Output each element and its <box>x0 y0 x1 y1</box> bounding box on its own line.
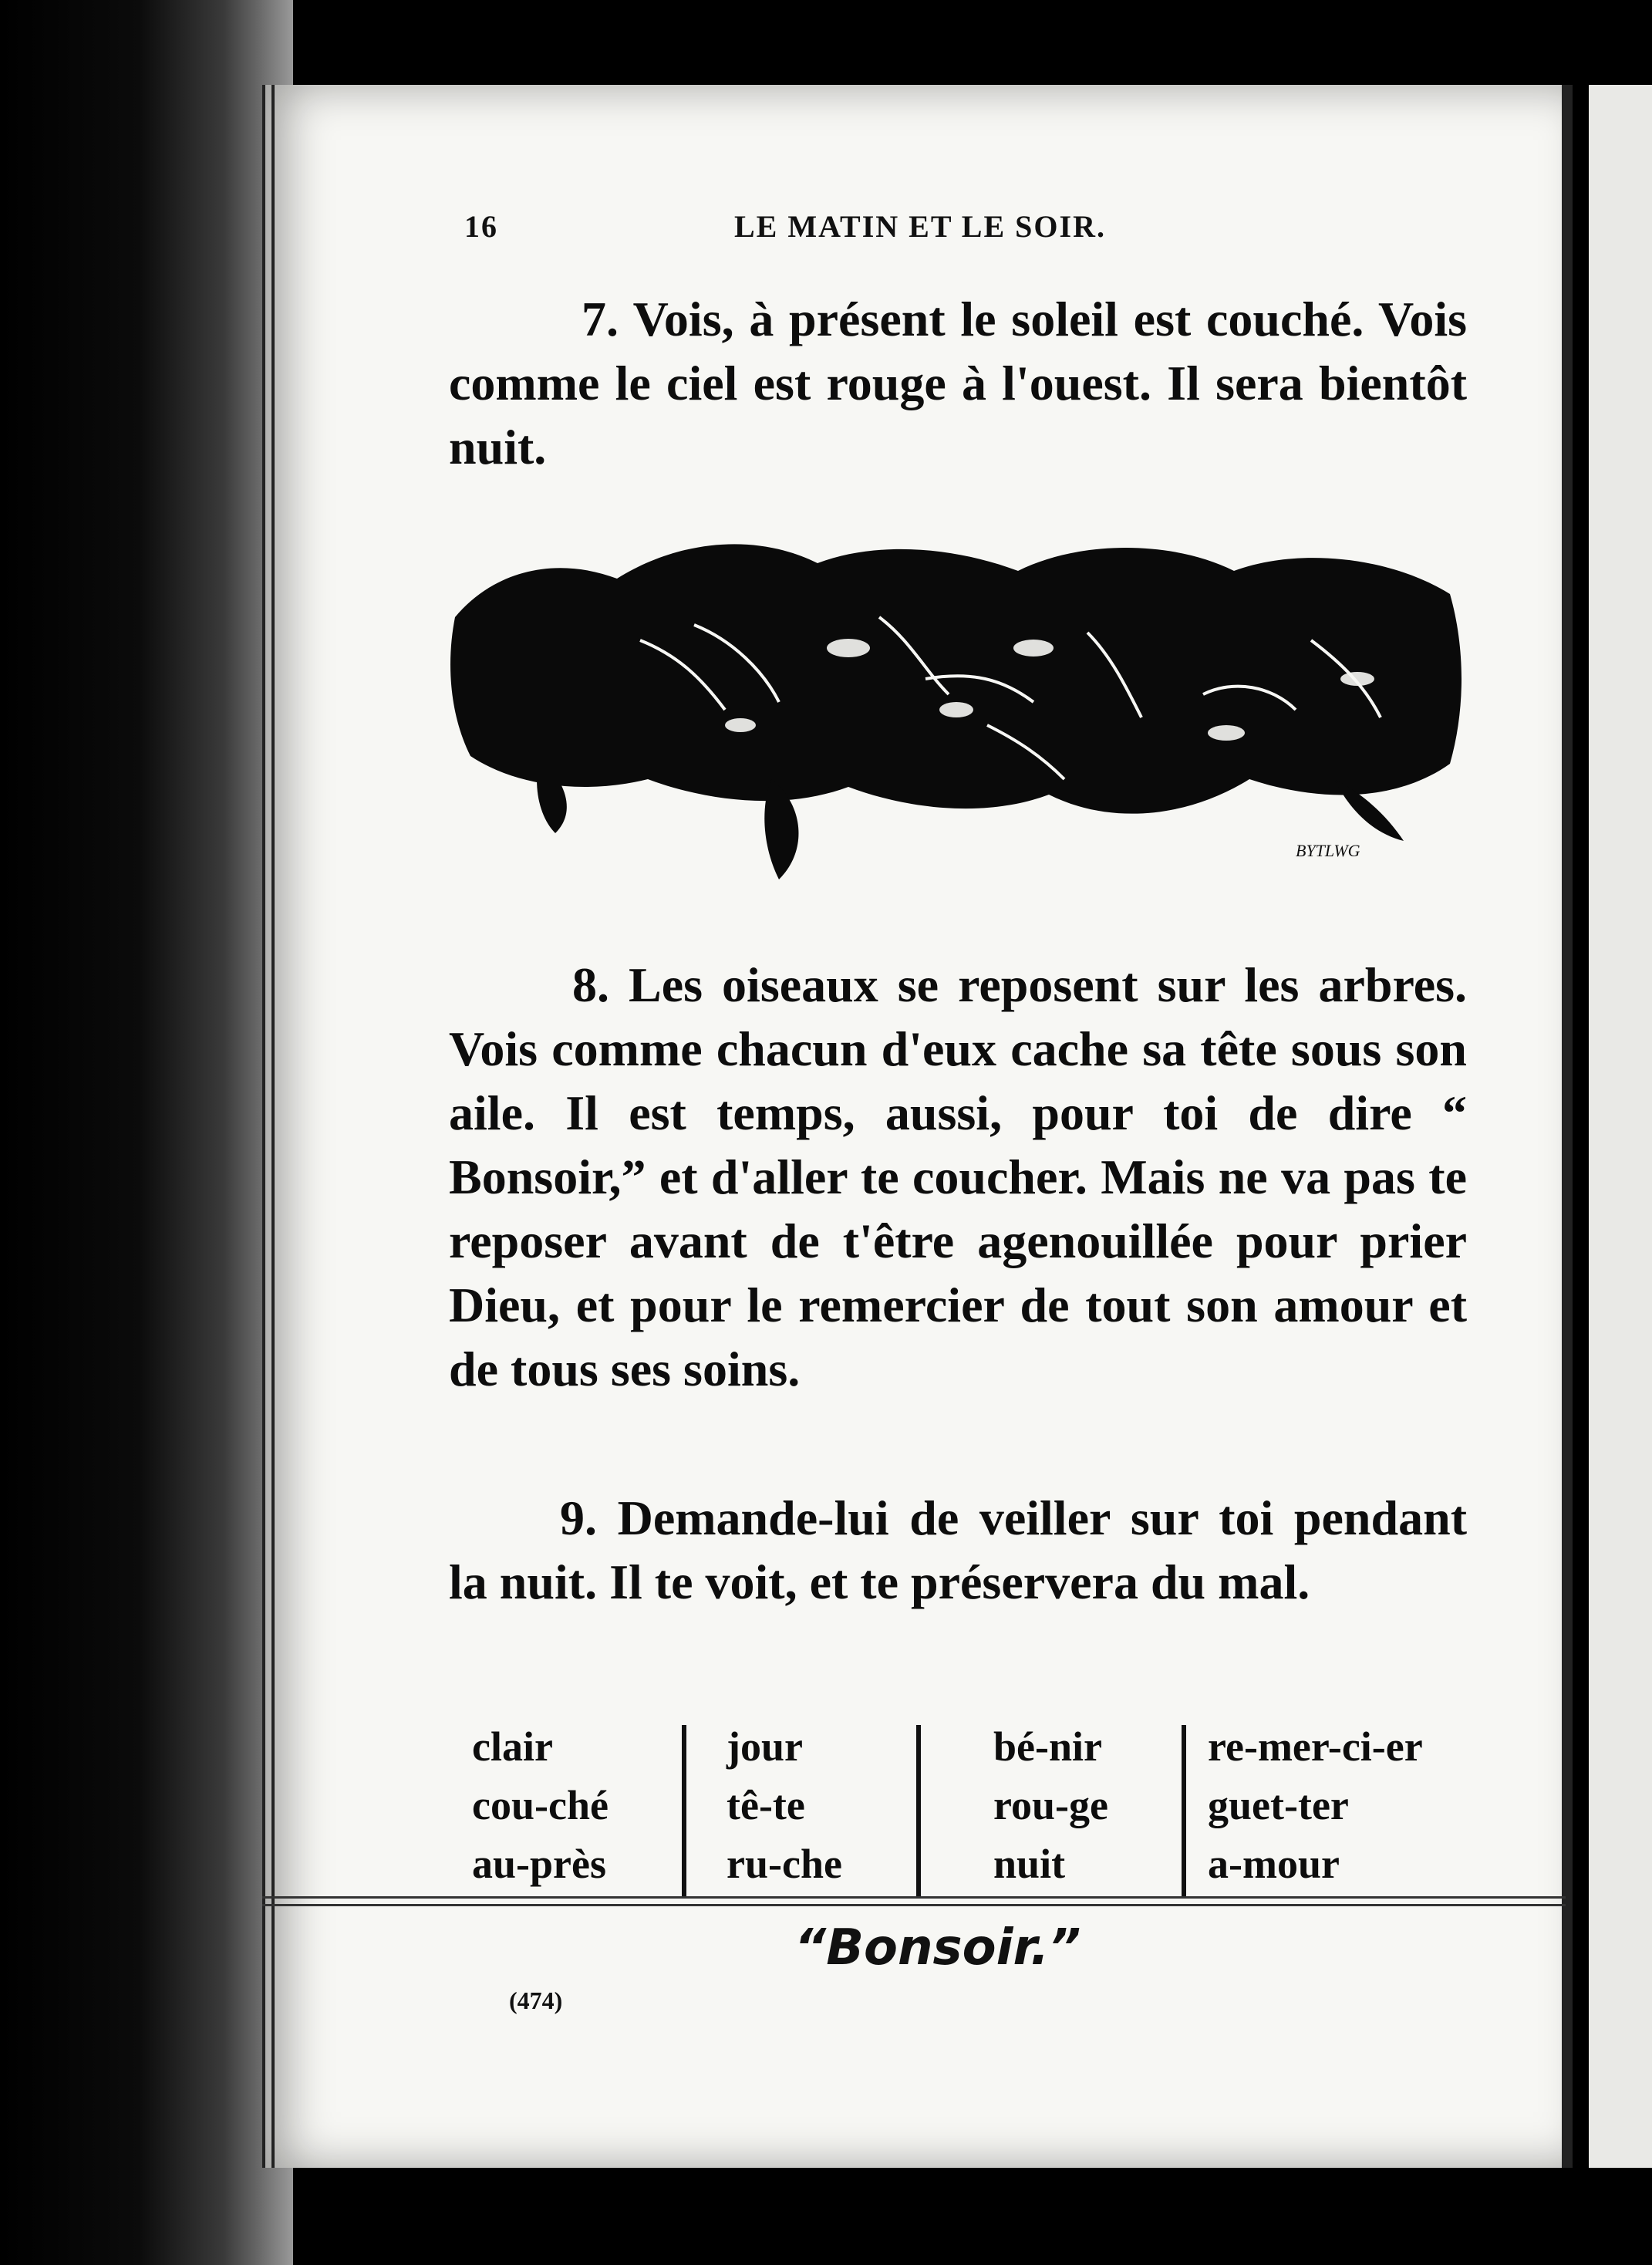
page-number: 16 <box>464 209 498 244</box>
vocabulary-word: re-mer-ci-er <box>1208 1723 1423 1770</box>
paragraph-text: Les oiseaux se reposent sur les arbres. Vois comme chacun d'eux cache sa tête sous son aile. Il est temps, aussi, pour toi de dire “ Bonsoir,” et d'aller te coucher. Mais ne va pas te reposer avant de t'être agenouillée pour prier Dieu, et pour le remercier de tout son amour et de tous ses soins. <box>449 957 1468 1396</box>
vocabulary-word: cou-ché <box>472 1782 609 1828</box>
vocabulary-column <box>727 1717 842 1893</box>
paragraph-text: Demande-lui de veiller sur toi pendant la nuit. Il te voit, et te préservera du mal. <box>449 1490 1467 1609</box>
column-divider <box>682 1725 686 1899</box>
column-divider <box>916 1725 921 1899</box>
vocabulary-table <box>472 1717 1467 1895</box>
paragraph-number: 8. <box>572 957 609 1012</box>
vocabulary-word: rou-ge <box>993 1782 1108 1828</box>
paragraph-9 <box>449 1486 1467 1614</box>
paragraph-number: 7. <box>582 292 619 346</box>
vocabulary-column <box>993 1717 1108 1893</box>
vocabulary-word: guet-ter <box>1208 1782 1349 1828</box>
column-divider <box>1182 1725 1186 1899</box>
page-edge-line <box>1562 85 1573 2168</box>
foliage-vignette-illustration <box>447 525 1473 910</box>
running-title: LE MATIN ET LE SOIR. <box>734 209 1106 244</box>
horizontal-rule <box>262 1896 1566 1899</box>
scan-dark-margin <box>0 0 293 2265</box>
caption-title: “Bonsoir.” <box>794 1919 1081 1976</box>
vocabulary-word: clair <box>472 1723 553 1770</box>
vocabulary-column <box>472 1717 609 1893</box>
paragraph-text: Vois, à présent le soleil est couché. Vois comme le ciel est rouge à l'ouest. Il sera bientôt nuit. <box>449 292 1467 474</box>
next-page-strip <box>1589 85 1652 2168</box>
paragraph-7 <box>449 287 1467 479</box>
engraver-signature: BYTLWG <box>1296 841 1360 860</box>
vocabulary-word: bé-nir <box>993 1723 1102 1770</box>
paragraph-number: 9. <box>560 1490 597 1545</box>
vocabulary-word: jour <box>727 1723 803 1770</box>
page-edge-line <box>271 85 275 2168</box>
horizontal-rule <box>262 1904 1566 1906</box>
vocabulary-word: a-mour <box>1208 1841 1340 1887</box>
vocabulary-word: au-près <box>472 1841 606 1887</box>
running-header <box>464 208 1505 255</box>
vocabulary-word: tê-te <box>727 1782 805 1828</box>
vocabulary-word: ru-che <box>727 1841 842 1887</box>
vocabulary-column <box>1208 1717 1423 1893</box>
page-edge-line <box>262 85 265 2168</box>
plate-number: (474) <box>509 1987 563 2014</box>
vocabulary-word: nuit <box>993 1841 1066 1887</box>
paragraph-8 <box>449 953 1467 1401</box>
